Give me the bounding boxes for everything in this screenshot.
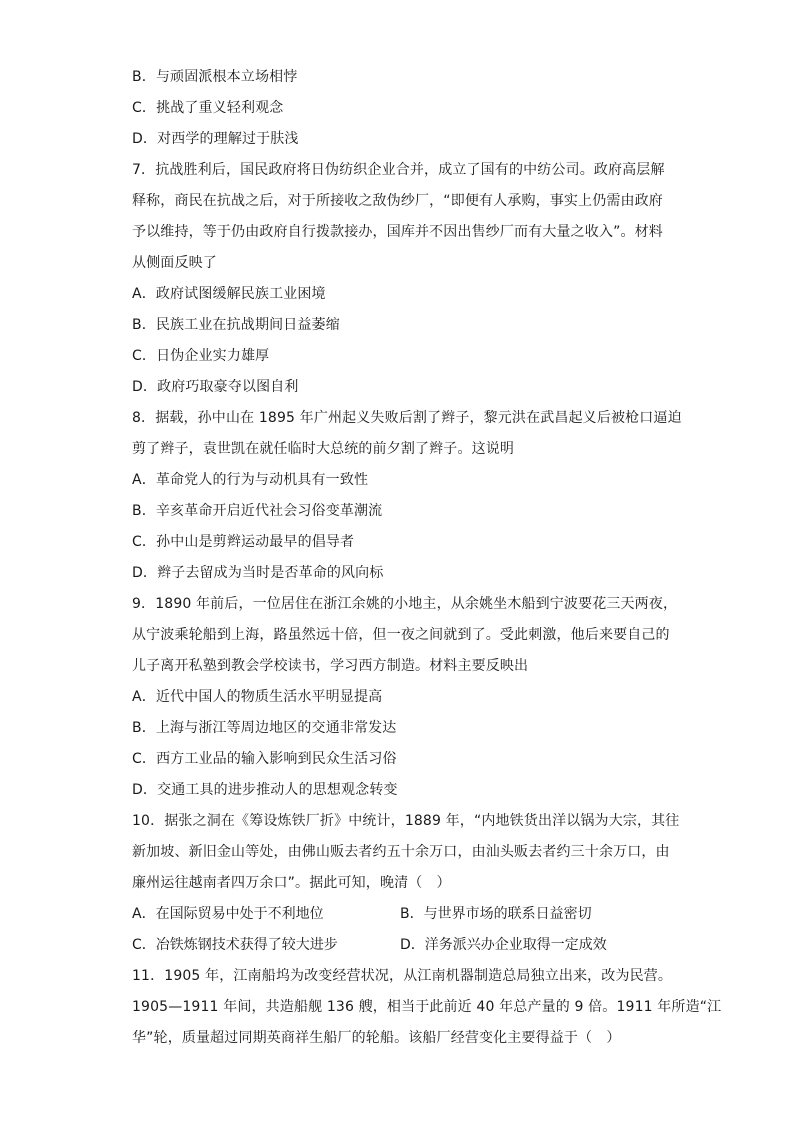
question-stem-line: 儿子离开私塾到教会学校读书，学习西方制造。材料主要反映出 xyxy=(132,658,529,674)
question-stem-line: 从宁波乘轮船到上海，路虽然远十倍，但一夜之间就到了。受此刺激，他后来要自己的 xyxy=(132,627,670,643)
option-a: A．政府试图缓解民族工业困境 xyxy=(132,286,326,302)
question-stem-line: 剪了辫子，袁世凯在就任临时大总统的前夕割了辫子。这说明 xyxy=(132,441,515,457)
question-stem-line: 11．1905 年，江南船坞为改变经营状况，从江南机器制造总局独立出来，改为民营。 xyxy=(132,968,673,984)
exam-page xyxy=(132,62,722,1054)
question-10 xyxy=(132,806,680,961)
option-d: D．对西学的理解过于肤浅 xyxy=(132,131,299,147)
option-a: A．近代中国人的物质生活水平明显提高 xyxy=(132,689,383,705)
options-row xyxy=(132,930,668,961)
option-b: B．上海与浙江等周边地区的交通非常发达 xyxy=(132,720,397,736)
option-c: C．冶铁炼钢技术获得了较大进步 xyxy=(132,937,338,953)
question-stem-line: 8．据载，孙中山在 1895 年广州起义失败后割了辫子，黎元洪在武昌起义后被枪口逼迫 xyxy=(132,410,682,426)
question-6-options xyxy=(132,62,668,155)
option-d: D．洋务派兴办企业取得一定成效 xyxy=(400,937,607,953)
question-stem-line: 7．抗战胜利后，国民政府将日伪纺织企业合并，成立了国有的中纺公司。政府高层解 xyxy=(132,162,665,178)
question-stem-line: 廉州运往越南者四万余口”。据此可知，晚清（ ） xyxy=(132,875,451,891)
question-stem-line: 9．1890 年前后，一位居住在浙江余姚的小地主，从余姚坐木船到宁波要花三天两夜， xyxy=(132,596,678,612)
option-b: B．与顽固派根本立场相悖 xyxy=(132,69,298,85)
option-c: C．西方工业品的输入影响到民众生活习俗 xyxy=(132,751,397,767)
option-c: C．挑战了重义轻利观念 xyxy=(132,100,284,116)
question-stem-line: 华”轮，质量超过同期英商祥生船厂的轮船。该船厂经营变化主要得益于（ ） xyxy=(132,1030,621,1046)
option-d: D．政府巧取豪夺以图自利 xyxy=(132,379,299,395)
question-8 xyxy=(132,403,682,589)
option-c: C．孙中山是剪辫运动最早的倡导者 xyxy=(132,534,355,550)
question-11 xyxy=(132,961,722,1054)
options-row xyxy=(132,899,668,930)
question-stem-line: 10．据张之洞在《筹设炼铁厂折》中统计，1889 年，“内地铁货出洋以锅为大宗，其往 xyxy=(132,813,680,829)
option-d: D．辫子去留成为当时是否革命的风向标 xyxy=(132,565,384,581)
question-stem-line: 新加坡、新旧金山等处，由佛山贩去者约五十余万口，由汕头贩去者约三十余万口，由 xyxy=(132,844,670,860)
option-a: A．革命党人的行为与动机具有一致性 xyxy=(132,472,369,488)
question-9 xyxy=(132,589,678,806)
question-stem-line: 从侧面反映了 xyxy=(132,255,217,271)
option-c: C．日伪企业实力雄厚 xyxy=(132,348,270,364)
question-stem-line: 1905—1911 年间，共造船舰 136 艘，相当于此前近 40 年总产量的 9 倍。1911 年所造“江 xyxy=(132,999,722,1015)
question-7 xyxy=(132,155,668,403)
option-b: B．辛亥革命开启近代社会习俗变革潮流 xyxy=(132,503,383,519)
option-a: A．在国际贸易中处于不利地位 xyxy=(132,906,324,922)
option-d: D．交通工具的进步推动人的思想观念转变 xyxy=(132,782,398,798)
option-b: B．与世界市场的联系日益密切 xyxy=(400,906,592,922)
question-stem-line: 释称，商民在抗战之后，对于所接收之敌伪纱厂，“即便有人承购，事实上仍需由政府 xyxy=(132,193,663,209)
option-b: B．民族工业在抗战期间日益萎缩 xyxy=(132,317,340,333)
question-stem-line: 予以维持，等于仍由政府自行拨款接办，国库并不因出售纱厂而有大量之收入”。材料 xyxy=(132,224,663,240)
